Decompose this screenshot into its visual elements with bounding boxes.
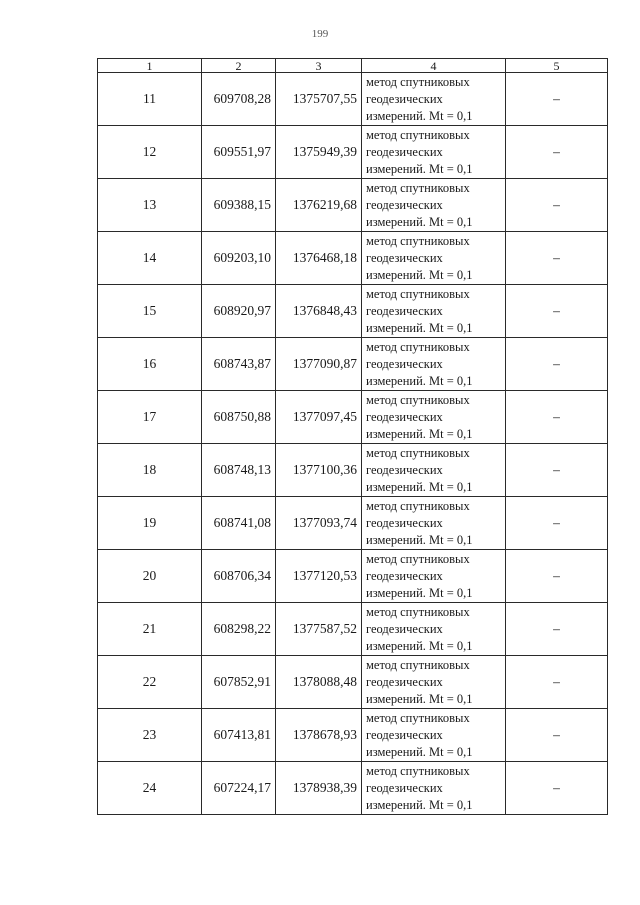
method-cell (362, 285, 506, 338)
note-cell: – (506, 497, 608, 550)
note-cell: – (506, 709, 608, 762)
method-line-3: измерений. Mt = 0,1 (366, 744, 473, 759)
point-number-cell: 11 (98, 73, 202, 126)
column-header-4: 4 (362, 59, 506, 73)
column-header-5: 5 (506, 59, 608, 73)
column-header-2: 2 (202, 59, 276, 73)
method-line-1: метод спутниковых (366, 551, 470, 566)
table-row (98, 338, 608, 391)
note-cell: – (506, 391, 608, 444)
method-line-1: метод спутниковых (366, 286, 470, 301)
method-cell (362, 232, 506, 285)
method-cell (362, 762, 506, 815)
note-cell: – (506, 126, 608, 179)
method-line-3: измерений. Mt = 0,1 (366, 267, 473, 282)
x-coordinate-cell: 608743,87 (202, 338, 276, 391)
method-line-3: измерений. Mt = 0,1 (366, 161, 473, 176)
method-line-2: геодезических (366, 462, 443, 477)
point-number-cell: 24 (98, 762, 202, 815)
method-cell (362, 391, 506, 444)
method-line-2: геодезических (366, 568, 443, 583)
method-line-1: метод спутниковых (366, 127, 470, 142)
x-coordinate-cell: 608298,22 (202, 603, 276, 656)
method-line-1: метод спутниковых (366, 710, 470, 725)
point-number-cell: 14 (98, 232, 202, 285)
y-coordinate-cell: 1377120,53 (276, 550, 362, 603)
point-number-cell: 23 (98, 709, 202, 762)
method-cell (362, 603, 506, 656)
x-coordinate-cell: 609708,28 (202, 73, 276, 126)
x-coordinate-cell: 607852,91 (202, 656, 276, 709)
method-cell (362, 73, 506, 126)
method-line-3: измерений. Mt = 0,1 (366, 426, 473, 441)
y-coordinate-cell: 1378938,39 (276, 762, 362, 815)
column-header-1: 1 (98, 59, 202, 73)
y-coordinate-cell: 1375949,39 (276, 126, 362, 179)
table-row (98, 285, 608, 338)
table-row (98, 762, 608, 815)
note-cell: – (506, 73, 608, 126)
method-line-2: геодезических (366, 674, 443, 689)
x-coordinate-cell: 609203,10 (202, 232, 276, 285)
method-line-1: метод спутниковых (366, 657, 470, 672)
method-line-2: геодезических (366, 303, 443, 318)
y-coordinate-cell: 1378678,93 (276, 709, 362, 762)
note-cell: – (506, 285, 608, 338)
method-line-3: измерений. Mt = 0,1 (366, 691, 473, 706)
method-line-1: метод спутниковых (366, 74, 470, 89)
table-row (98, 550, 608, 603)
note-cell: – (506, 232, 608, 285)
method-line-2: геодезических (366, 197, 443, 212)
x-coordinate-cell: 608920,97 (202, 285, 276, 338)
note-cell: – (506, 444, 608, 497)
x-coordinate-cell: 609388,15 (202, 179, 276, 232)
point-number-cell: 22 (98, 656, 202, 709)
note-cell: – (506, 338, 608, 391)
column-header-3: 3 (276, 59, 362, 73)
x-coordinate-cell: 607224,17 (202, 762, 276, 815)
method-line-3: измерений. Mt = 0,1 (366, 638, 473, 653)
y-coordinate-cell: 1376848,43 (276, 285, 362, 338)
table-row (98, 444, 608, 497)
method-line-2: геодезических (366, 780, 443, 795)
method-line-1: метод спутниковых (366, 180, 470, 195)
table-row (98, 73, 608, 126)
method-line-2: геодезических (366, 91, 443, 106)
y-coordinate-cell: 1377090,87 (276, 338, 362, 391)
y-coordinate-cell: 1376219,68 (276, 179, 362, 232)
method-cell (362, 126, 506, 179)
point-number-cell: 21 (98, 603, 202, 656)
method-line-1: метод спутниковых (366, 392, 470, 407)
point-number-cell: 16 (98, 338, 202, 391)
method-line-2: геодезических (366, 356, 443, 371)
point-number-cell: 15 (98, 285, 202, 338)
x-coordinate-cell: 608750,88 (202, 391, 276, 444)
note-cell: – (506, 762, 608, 815)
point-number-cell: 18 (98, 444, 202, 497)
note-cell: – (506, 656, 608, 709)
table-row (98, 232, 608, 285)
method-cell (362, 709, 506, 762)
method-line-3: измерений. Mt = 0,1 (366, 479, 473, 494)
page-number: 199 (311, 28, 329, 40)
x-coordinate-cell: 608706,34 (202, 550, 276, 603)
note-cell: – (506, 179, 608, 232)
point-number-cell: 12 (98, 126, 202, 179)
method-line-3: измерений. Mt = 0,1 (366, 320, 473, 335)
method-line-3: измерений. Mt = 0,1 (366, 214, 473, 229)
point-number-cell: 17 (98, 391, 202, 444)
table-row (98, 179, 608, 232)
method-line-1: метод спутниковых (366, 233, 470, 248)
method-line-3: измерений. Mt = 0,1 (366, 373, 473, 388)
method-line-3: измерений. Mt = 0,1 (366, 532, 473, 547)
x-coordinate-cell: 608741,08 (202, 497, 276, 550)
y-coordinate-cell: 1375707,55 (276, 73, 362, 126)
table-row (98, 391, 608, 444)
y-coordinate-cell: 1377587,52 (276, 603, 362, 656)
method-cell (362, 497, 506, 550)
table-header-row (98, 59, 608, 73)
y-coordinate-cell: 1377097,45 (276, 391, 362, 444)
method-cell (362, 179, 506, 232)
point-number-cell: 13 (98, 179, 202, 232)
y-coordinate-cell: 1377100,36 (276, 444, 362, 497)
method-line-3: измерений. Mt = 0,1 (366, 797, 473, 812)
x-coordinate-cell: 609551,97 (202, 126, 276, 179)
table-row (98, 709, 608, 762)
note-cell: – (506, 603, 608, 656)
method-line-2: геодезических (366, 621, 443, 636)
method-cell (362, 550, 506, 603)
method-line-2: геодезических (366, 250, 443, 265)
method-line-2: геодезических (366, 144, 443, 159)
y-coordinate-cell: 1378088,48 (276, 656, 362, 709)
note-cell: – (506, 550, 608, 603)
method-line-1: метод спутниковых (366, 604, 470, 619)
method-line-3: измерений. Mt = 0,1 (366, 108, 473, 123)
coordinates-table (97, 58, 608, 815)
table-row (98, 497, 608, 550)
table-row (98, 126, 608, 179)
method-line-1: метод спутниковых (366, 339, 470, 354)
y-coordinate-cell: 1377093,74 (276, 497, 362, 550)
table-row (98, 656, 608, 709)
method-line-2: геодезических (366, 727, 443, 742)
method-cell (362, 444, 506, 497)
method-line-2: геодезических (366, 409, 443, 424)
point-number-cell: 19 (98, 497, 202, 550)
method-line-1: метод спутниковых (366, 445, 470, 460)
x-coordinate-cell: 608748,13 (202, 444, 276, 497)
x-coordinate-cell: 607413,81 (202, 709, 276, 762)
table-row (98, 603, 608, 656)
method-line-1: метод спутниковых (366, 498, 470, 513)
point-number-cell: 20 (98, 550, 202, 603)
method-cell (362, 338, 506, 391)
y-coordinate-cell: 1376468,18 (276, 232, 362, 285)
method-line-2: геодезических (366, 515, 443, 530)
method-line-3: измерений. Mt = 0,1 (366, 585, 473, 600)
method-line-1: метод спутниковых (366, 763, 470, 778)
method-cell (362, 656, 506, 709)
